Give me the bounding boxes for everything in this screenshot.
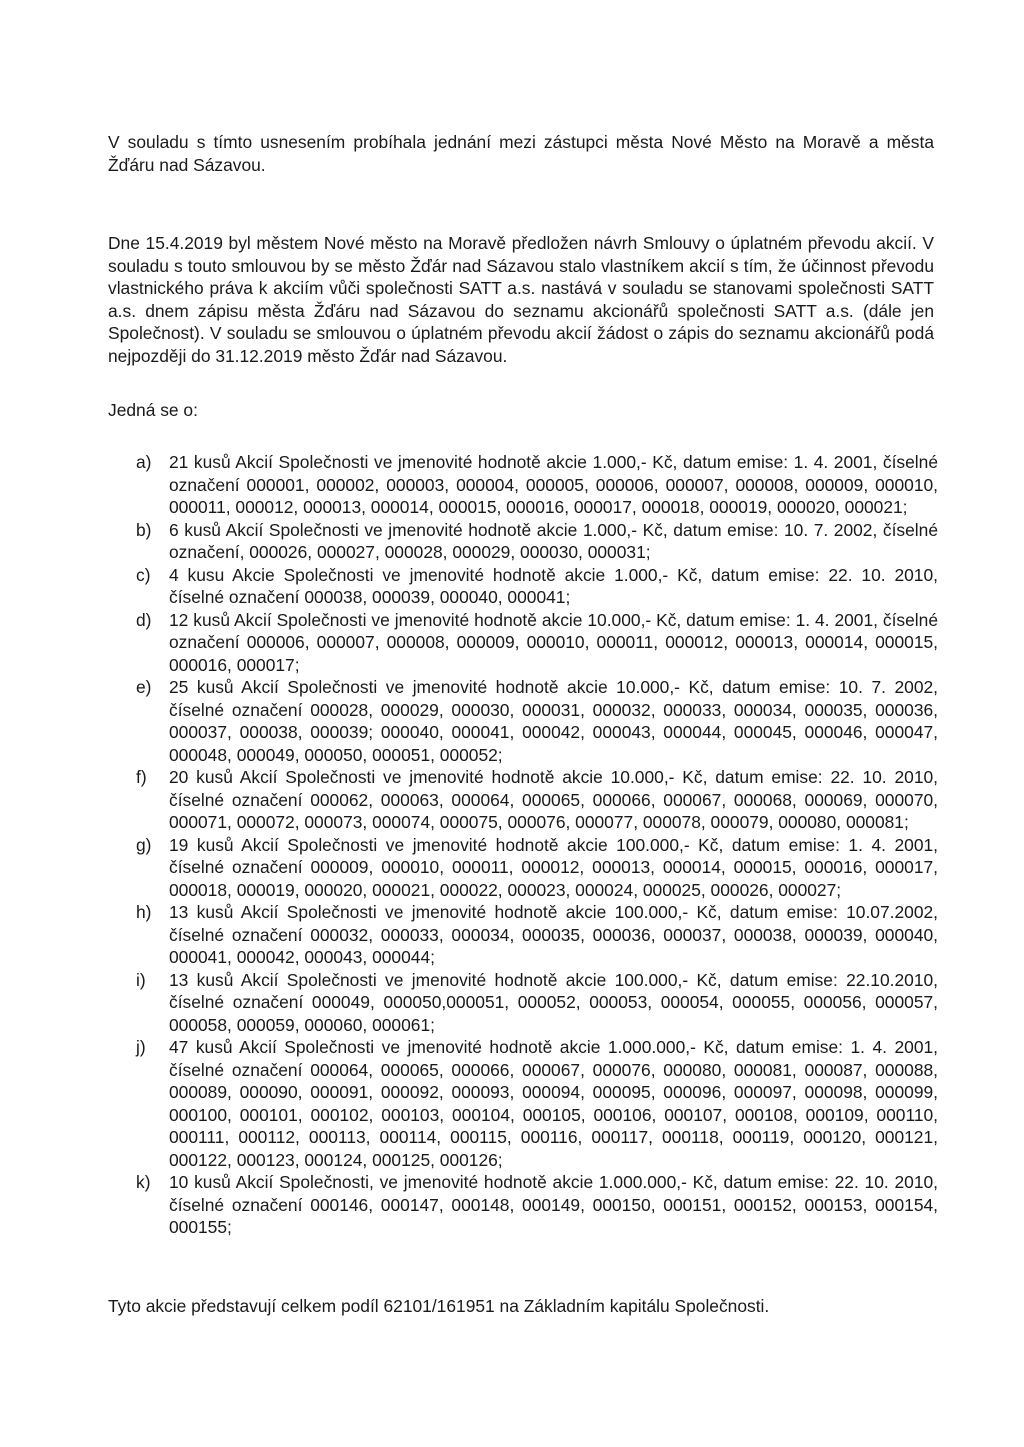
list-item xyxy=(108,519,938,564)
list-item-text: 13 kusů Akcií Společnosti ve jmenovité hodnotě akcie 100.000,- Kč, datum emise: 10.07.2002, číselné označení 000032, 000033, 000034, 000035, 000036, 000037, 000038, 000039, 000040, 000041, 000042, 000043, 000044; xyxy=(169,902,938,967)
list-item xyxy=(108,969,938,1037)
list-item xyxy=(108,834,938,902)
list-item xyxy=(108,766,938,834)
list-item-marker: i) xyxy=(136,969,146,990)
list-item-text: 20 kusů Akcií Společnosti ve jmenovité hodnotě akcie 10.000,- Kč, datum emise: 22. 10. 2010, číselné označení 000062, 000063, 000064, 000065, 000066, 000067, 000068, 000069, 000070, 000071, 000072, 000073, 000074, 000075, 000076, 000077, 000078, 000079, 000080, 000081; xyxy=(169,767,938,832)
list-item xyxy=(108,564,938,609)
list-item-marker: a) xyxy=(136,452,152,472)
list-item-marker: g) xyxy=(136,834,152,855)
list-item-marker: k) xyxy=(136,1172,151,1192)
list-item xyxy=(108,451,938,519)
share-list xyxy=(108,451,938,1239)
list-item-text: 47 kusů Akcií Společnosti ve jmenovité hodnotě akcie 1.000.000,- Kč, datum emise: 1. 4. 2001, číselné označení 000064, 000065, 000066, 000067, 000076, 000080, 000081, 000087, 000088, 000089, 000090, 000091, 000092, 000093, 000094, 000095, 000096, 000097, 000098, 000099, 000100, 000101, 000102, 000103, 000104, 000105, 000106, 000107, 000108, 000109, 000110, 000111, 000112, 000113, 000114, 000115, 000116, 000117, 000118, 000119, 000120, 000121, 000122, 000123, 000124, 000125, 000126; xyxy=(169,1037,938,1170)
list-item xyxy=(108,676,938,766)
list-item-text: 21 kusů Akcií Společnosti ve jmenovité hodnotě akcie 1.000,- Kč, datum emise: 1. 4. 2001, číselné označení 000001, 000002, 000003, 000004, 000005, 000006, 000007, 000008, 000009, 000010, 000011, 000012, 000013, 000014, 000015, 000016, 000017, 000018, 000019, 000020, 000021; xyxy=(169,452,938,517)
contract-paragraph: Dne 15.4.2019 byl městem Nové město na Moravě předložen návrh Smlouvy o úplatném převodu akcií. V souladu s touto smlouvou by se město Žďár nad Sázavou stalo vlastníkem akcií s tím, že účinnost převodu vlastnického práva k akciím vůči společnosti SATT a.s. nastává v souladu se stanovami společnosti SATT a.s. dnem zápisu města Žďáru nad Sázavou do seznamu akcionářů společnosti SATT a.s. (dále jen Společnost). V souladu se smlouvou o úplatném převodu akcií žádost o zápis do seznamu akcionářů podá nejpozději do 31.12.2019 město Žďár nad Sázavou. xyxy=(108,233,934,366)
list-item xyxy=(108,1036,938,1171)
list-item-marker: b) xyxy=(136,519,152,540)
list-lead-text: Jedná se o: xyxy=(108,400,198,420)
list-item xyxy=(108,609,938,677)
list-item-marker: f) xyxy=(136,767,147,787)
list-item-marker: c) xyxy=(136,564,151,585)
list-item xyxy=(108,1171,938,1239)
list-item-text: 10 kusů Akcií Společnosti, ve jmenovité hodnotě akcie 1.000.000,- Kč, datum emise: 22. 10. 2010, číselné označení 000146, 000147, 000148, 000149, 000150, 000151, 000152, 000153, 000154, 000155; xyxy=(169,1172,938,1237)
closing-paragraph: Tyto akcie představují celkem podíl 62101/161951 na Základním kapitálu Společnosti. xyxy=(108,1296,770,1316)
list-item-text: 25 kusů Akcií Společnosti ve jmenovité hodnotě akcie 10.000,- Kč, datum emise: 10. 7. 2002, číselné označení 000028, 000029, 000030, 000031, 000032, 000033, 000034, 000035, 000036, 000037, 000038, 000039; 000040, 000041, 000042, 000043, 000044, 000045, 000046, 000047, 000048, 000049, 000050, 000051, 000052; xyxy=(169,677,938,765)
list-item-text: 19 kusů Akcií Společnosti ve jmenovité hodnotě akcie 100.000,- Kč, datum emise: 1. 4. 2001, číselné označení 000009, 000010, 000011, 000012, 000013, 000014, 000015, 000016, 000017, 000018, 000019, 000020, 000021, 000022, 000023, 000024, 000025, 000026, 000027; xyxy=(169,834,938,900)
intro-paragraph: V souladu s tímto usnesením probíhala jednání mezi zástupci města Nové Město na Moravě a města Žďáru nad Sázavou. xyxy=(108,132,934,175)
list-item-text: 13 kusů Akcií Společnosti ve jmenovité hodnotě akcie 100.000,- Kč, datum emise: 22.10.2010, číselné označení 000049, 000050,000051, 000052, 000053, 000054, 000055, 000056, 000057, 000058, 000059, 000060, 000061; xyxy=(169,969,938,1035)
list-item-marker: e) xyxy=(136,677,152,697)
list-item-marker: j) xyxy=(136,1037,146,1057)
list-item-marker: h) xyxy=(136,902,152,922)
list-item-text: 6 kusů Akcií Společnosti ve jmenovité hodnotě akcie 1.000,- Kč, datum emise: 10. 7. 2002, číselné označení, 000026, 000027, 000028, 000029, 000030, 000031; xyxy=(169,519,938,562)
list-item-text: 12 kusů Akcií Společnosti ve jmenovité hodnotě akcie 10.000,- Kč, datum emise: 1. 4. 2001, číselné označení 000006, 000007, 000008, 000009, 000010, 000011, 000012, 000013, 000014, 000015, 000016, 000017; xyxy=(169,609,938,675)
list-item xyxy=(108,901,938,969)
list-item-text: 4 kusu Akcie Společnosti ve jmenovité hodnotě akcie 1.000,- Kč, datum emise: 22. 10. 2010, číselné označení 000038, 000039, 000040, 000041; xyxy=(169,564,938,607)
list-item-marker: d) xyxy=(136,609,152,630)
